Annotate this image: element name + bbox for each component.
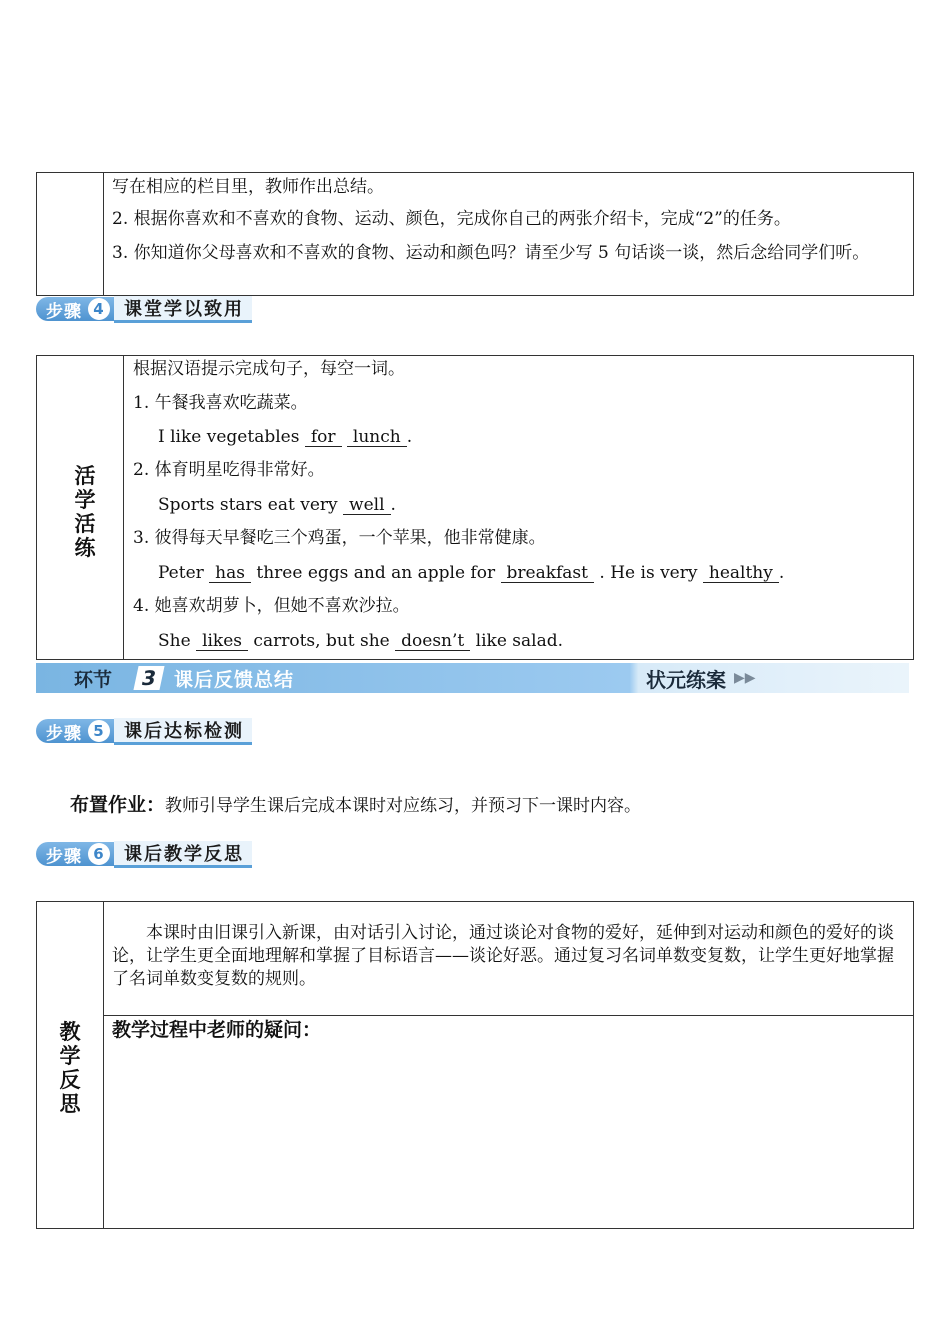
q3-text-end: . xyxy=(778,563,785,583)
step5-pill-text: 步骤 xyxy=(46,723,82,744)
q4-answer-2: doesn’t xyxy=(395,632,470,651)
step6-header xyxy=(36,841,252,867)
q4-text-b: carrots, but she xyxy=(248,631,396,651)
banner-number-text: 3 xyxy=(139,666,159,690)
q4-text-c: like salad. xyxy=(470,631,564,651)
q2-answer-1: well xyxy=(343,496,391,515)
step5-title: 课后达标检测 xyxy=(114,718,252,745)
step6-number: 6 xyxy=(88,843,110,865)
teacher-question-label: 教学过程中老师的疑问： xyxy=(112,1019,322,1041)
q4-answer-1: likes xyxy=(196,632,248,651)
table1-line2: 2. 根据你喜欢和不喜欢的食物、运动、颜色，完成你自己的两张介绍卡，完成“2”的任务。 xyxy=(112,209,791,229)
q3-answer-3: healthy xyxy=(703,564,779,583)
step4-number: 4 xyxy=(88,298,110,320)
q2-chinese: 2. 体育明星吃得非常好。 xyxy=(133,460,325,480)
q1-text-end: . xyxy=(406,427,413,447)
step4-title: 课堂学以致用 xyxy=(114,296,252,323)
homework-text: 教师引导学生课后完成本课时对应练习，并预习下一课时内容。 xyxy=(165,796,642,816)
q4-english xyxy=(158,630,563,652)
q4-text-a: She xyxy=(158,631,197,651)
table1-line1: 写在相应的栏目里，教师作出总结。 xyxy=(112,177,384,197)
q3-text-c: . He is very xyxy=(594,563,703,583)
q3-answer-2: breakfast xyxy=(501,564,595,583)
q3-answer-1: has xyxy=(209,564,251,583)
q4-chinese: 4. 她喜欢胡萝卜，但她不喜欢沙拉。 xyxy=(133,596,410,616)
reflection-paragraph: 本课时由旧课引入新课，由对话引入讨论，通过谈论对食物的爱好，延伸到对运动和颜色的爱好的谈论，让学生更全面地理解和掌握了目标语言——谈论好恶。通过复习名词单数变复数，让学生更好地掌握了名词单数变复数的规则。 xyxy=(112,923,894,989)
banner-left-text: 环节 xyxy=(74,668,113,691)
reflection-label: 教学反思 xyxy=(59,1020,81,1116)
q3-chinese: 3. 彼得每天早餐吃三个鸡蛋，一个苹果，他非常健康。 xyxy=(133,528,546,548)
step4-pill xyxy=(36,297,114,321)
step5-pill xyxy=(36,719,114,743)
q1-answer-1: for xyxy=(305,428,342,447)
q1-english xyxy=(158,426,412,448)
banner-title: 课后反馈总结 xyxy=(174,668,295,691)
banner-number xyxy=(133,666,164,690)
practice-table xyxy=(36,355,914,660)
step6-pill xyxy=(36,842,114,866)
section-banner xyxy=(36,663,909,693)
banner-right-text: 状元练案 xyxy=(646,667,726,692)
q3-english xyxy=(158,562,784,584)
practice-label: 活学活练 xyxy=(74,464,96,560)
banner-right xyxy=(646,666,756,690)
step4-header xyxy=(36,296,252,322)
q1-answer-2: lunch xyxy=(347,428,407,447)
reflection-table xyxy=(36,901,914,1229)
q1-text-a: I like vegetables xyxy=(158,427,305,447)
continued-table xyxy=(36,172,914,296)
step5-number: 5 xyxy=(88,720,110,742)
q1-chinese: 1. 午餐我喜欢吃蔬菜。 xyxy=(133,393,308,413)
step4-pill-text: 步骤 xyxy=(46,301,82,322)
practice-instruction: 根据汉语提示完成句子，每空一词。 xyxy=(133,359,405,379)
double-arrow-icon: ▶▶ xyxy=(734,670,756,686)
q3-text-b: three eggs and an apple for xyxy=(250,563,501,583)
table1-line3: 3. 你知道你父母喜欢和不喜欢的食物、运动和颜色吗？请至少写 5 句话谈一谈，然后念给同学们听。 xyxy=(112,243,870,263)
q2-english xyxy=(158,494,396,516)
banner-left xyxy=(74,666,112,690)
step5-header xyxy=(36,718,252,744)
homework xyxy=(70,794,641,817)
q2-text-end: . xyxy=(390,495,396,515)
step6-pill-text: 步骤 xyxy=(46,846,82,867)
step6-title: 课后教学反思 xyxy=(114,841,252,868)
q3-text-a: Peter xyxy=(158,563,210,583)
homework-label: 布置作业： xyxy=(70,794,166,816)
q2-text-a: Sports stars eat very xyxy=(158,495,344,515)
